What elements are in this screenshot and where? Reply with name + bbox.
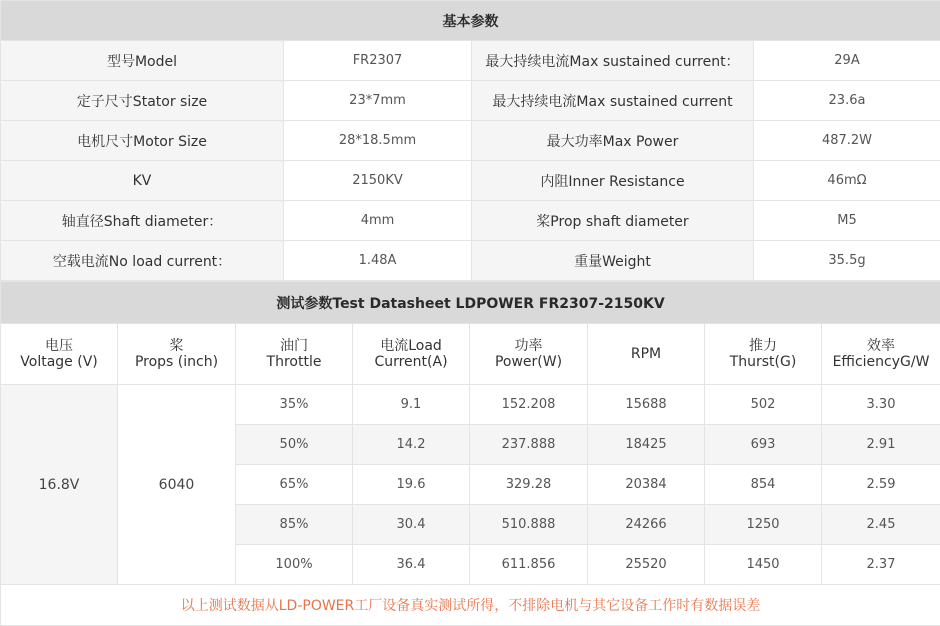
power-cell: 152.208 bbox=[470, 385, 588, 425]
param-value: 28*18.5mm bbox=[284, 121, 472, 161]
power-cell: 329.28 bbox=[470, 465, 588, 505]
param-value: 29A bbox=[754, 41, 940, 81]
power-cell: 510.888 bbox=[470, 505, 588, 545]
col-header-thrust: 推力 Thurst(G) bbox=[705, 324, 822, 385]
param-label: 最大功率Max Power bbox=[472, 121, 754, 161]
param-value: 2150KV bbox=[284, 161, 472, 201]
thrust-cell: 1450 bbox=[705, 545, 822, 585]
throttle-cell: 65% bbox=[236, 465, 353, 505]
efficiency-cell: 2.59 bbox=[822, 465, 940, 505]
rpm-cell: 15688 bbox=[588, 385, 705, 425]
throttle-cell: 35% bbox=[236, 385, 353, 425]
throttle-cell: 50% bbox=[236, 425, 353, 465]
param-label: 重量Weight bbox=[472, 241, 754, 281]
basic-row bbox=[1, 81, 940, 121]
test-datasheet-title: 测试参数Test Datasheet LDPOWER FR2307-2150KV bbox=[1, 282, 940, 324]
thrust-cell: 854 bbox=[705, 465, 822, 505]
param-value: 1.48A bbox=[284, 241, 472, 281]
rpm-cell: 25520 bbox=[588, 545, 705, 585]
param-value: 23.6a bbox=[754, 81, 940, 121]
table-row bbox=[1, 385, 940, 425]
col-header-throttle: 油门 Throttle bbox=[236, 324, 353, 385]
col-header-props: 桨 Props (inch) bbox=[118, 324, 236, 385]
voltage-cell: 16.8V bbox=[1, 385, 118, 585]
throttle-cell: 85% bbox=[236, 505, 353, 545]
test-datasheet-table bbox=[0, 281, 940, 626]
thrust-cell: 693 bbox=[705, 425, 822, 465]
col-header-rpm: RPM bbox=[588, 324, 705, 385]
col-header-power: 功率 Power(W) bbox=[470, 324, 588, 385]
throttle-cell: 100% bbox=[236, 545, 353, 585]
current-cell: 36.4 bbox=[353, 545, 470, 585]
efficiency-cell: 2.45 bbox=[822, 505, 940, 545]
thrust-cell: 502 bbox=[705, 385, 822, 425]
rpm-cell: 18425 bbox=[588, 425, 705, 465]
param-label: 桨Prop shaft diameter bbox=[472, 201, 754, 241]
col-header-efficiency: 效率 EfficiencyG/W bbox=[822, 324, 940, 385]
param-label: 电机尺寸Motor Size bbox=[1, 121, 284, 161]
basic-row bbox=[1, 201, 940, 241]
rpm-cell: 24266 bbox=[588, 505, 705, 545]
param-value: 23*7mm bbox=[284, 81, 472, 121]
param-value: FR2307 bbox=[284, 41, 472, 81]
param-value: 487.2W bbox=[754, 121, 940, 161]
efficiency-cell: 2.37 bbox=[822, 545, 940, 585]
efficiency-cell: 2.91 bbox=[822, 425, 940, 465]
basic-row bbox=[1, 161, 940, 201]
current-cell: 19.6 bbox=[353, 465, 470, 505]
footnote-row bbox=[1, 585, 940, 626]
param-value: 4mm bbox=[284, 201, 472, 241]
basic-row bbox=[1, 121, 940, 161]
current-cell: 14.2 bbox=[353, 425, 470, 465]
test-header-row bbox=[1, 324, 940, 385]
current-cell: 30.4 bbox=[353, 505, 470, 545]
param-label: 内阻Inner Resistance bbox=[472, 161, 754, 201]
thrust-cell: 1250 bbox=[705, 505, 822, 545]
param-value: 35.5g bbox=[754, 241, 940, 281]
param-value: 46mΩ bbox=[754, 161, 940, 201]
footnote-text: 以上测试数据从LD-POWER工厂设备真实测试所得，不排除电机与其它设备工作时有数据误差 bbox=[1, 585, 940, 626]
efficiency-cell: 3.30 bbox=[822, 385, 940, 425]
basic-params-table bbox=[0, 0, 940, 281]
col-header-voltage: 电压 Voltage (V) bbox=[1, 324, 118, 385]
basic-row bbox=[1, 41, 940, 81]
param-label: 轴直径Shaft diameter： bbox=[1, 201, 284, 241]
power-cell: 237.888 bbox=[470, 425, 588, 465]
props-cell: 6040 bbox=[118, 385, 236, 585]
param-label: KV bbox=[1, 161, 284, 201]
basic-row bbox=[1, 241, 940, 281]
param-label: 型号Model bbox=[1, 41, 284, 81]
param-value: M5 bbox=[754, 201, 940, 241]
param-label: 空载电流No load current： bbox=[1, 241, 284, 281]
col-header-current: 电流Load Current(A) bbox=[353, 324, 470, 385]
param-label: 最大持续电流Max sustained current bbox=[472, 81, 754, 121]
param-label: 最大持续电流Max sustained current： bbox=[472, 41, 754, 81]
current-cell: 9.1 bbox=[353, 385, 470, 425]
param-label: 定子尺寸Stator size bbox=[1, 81, 284, 121]
rpm-cell: 20384 bbox=[588, 465, 705, 505]
basic-params-title: 基本参数 bbox=[1, 1, 940, 41]
power-cell: 611.856 bbox=[470, 545, 588, 585]
